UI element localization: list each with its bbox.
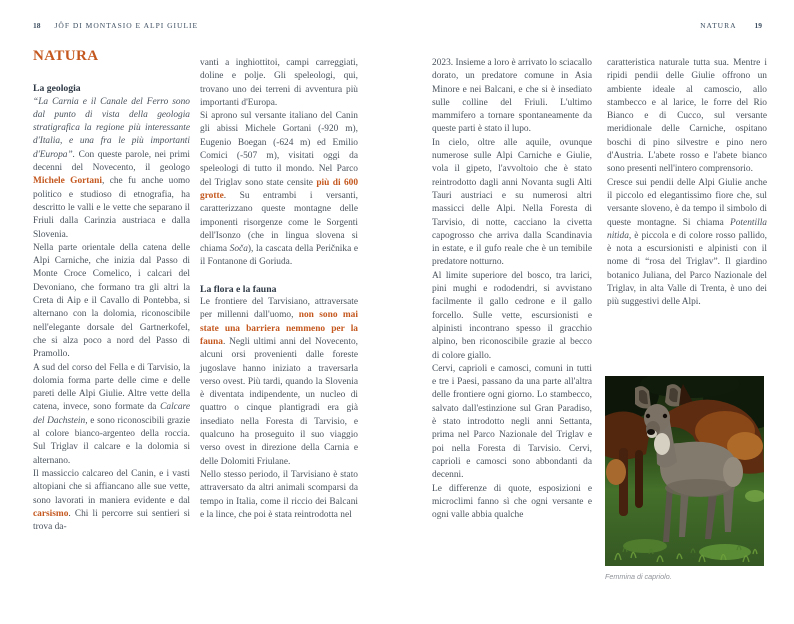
text-run: Michele Gortani xyxy=(33,176,102,187)
text-run: “La Carnia e il Canale del Ferro sono dal punto di vista della geologia stratigrafica la regione più interessante d'Italia, e una fra le più importanti d'Europa”. xyxy=(33,96,190,160)
roe-deer-image xyxy=(605,376,764,566)
text-run: non sono mai state una barriera nemmeno per la fauna xyxy=(200,310,358,347)
paragraph xyxy=(33,362,190,468)
text-run: Il massiccio calcareo del Canin, e i vasti altopiani che si affiancano alle sue vette, sono lavorati in maniera evidente e dal xyxy=(33,468,190,506)
paragraph xyxy=(33,96,190,242)
text-run: Potentilla nitida xyxy=(607,217,767,241)
running-header-right xyxy=(700,21,762,31)
text-run: Si aprono sul versante italiano del Canin gli abissi Michele Gortani (-920 m), Eugenio Boegan (-624 m) ed Emilio Comici (-507 m), visitati oggi da speleologi di tutto il mondo. Nel Parco del Triglav sono state censite xyxy=(200,111,358,188)
text-run: Nella parte orientale della catena delle Alpi Carniche, che inizia dal Passo di Monte Croce Comelico, i calcari del Devoniano, che formano tra gli altri la Creta di Aip e il Cavallo di Pontebba, si alternano con la dolomia, riconoscibile nell'elegante dorsale del Gartnerkofel, che si alza poco a nord del Passo di Pramollo. xyxy=(33,242,190,360)
column-4 xyxy=(607,57,767,310)
text-run: In cielo, oltre alle aquile, ovunque numerose sulle Alpi Carniche e Giulie, vola il gipeto, l'avvoltoio che è stato reintrodotto dagli anni Novanta sugli Alti Tauri austriaci e su numerosi altri massicci delle Alpi. Nella Foresta di Tarvisio, di notte, cacciano la civetta capogrosso che arriva dalla Scandinavia in estate, e il gufo reale che è un temibile predatore notturno. xyxy=(432,137,592,268)
running-title-right: NATURA xyxy=(700,21,737,30)
text-run: ), la cascata della Peričnika e il Fontanone di Goriuda. xyxy=(200,244,358,268)
text-run: Soča xyxy=(229,244,248,255)
text-run: Calcare del Dachstein xyxy=(33,402,190,426)
page-number-left: 18 xyxy=(33,21,41,30)
paragraph xyxy=(432,270,592,363)
paragraph xyxy=(432,483,592,523)
paragraph xyxy=(200,469,358,522)
text-run: , che fu anche uomo politico e studioso di etnografia, ha descritto le valli e le vette che separano il Friuli dalla Carinzia austriaca e dalla Slovenia. xyxy=(33,176,190,240)
column-1 xyxy=(33,50,190,534)
text-run: Le frontiere del Tarvisiano, attraversate per millenni dall'uomo, xyxy=(200,297,358,321)
text-run: A sud del corso del Fella e di Tarvisio, la dolomia forma parte delle cime e delle pareti delle Alpi Giulie. Altre vette della catena, invece, sono formate da xyxy=(33,362,190,413)
text-run: Cervi, caprioli e camosci, comuni in tutti e tre i Paesi, passano da una parte all'altra delle frontiere ogni giorno. Lo stambecco, salvato dall'estinzione sul Gran Paradiso, è stato introdotto negli anni Settanta, prima nel Parco Nazionale del Triglav e poi nella Foresta di Tarvisio. Cervi, caprioli e camosci sono abbondanti da decenni. xyxy=(432,363,592,481)
column-2 xyxy=(200,57,358,522)
paragraph xyxy=(432,137,592,270)
text-run: . Su entrambi i versanti, caratterizzano queste montagne delle imponenti risorgenze come le Sorgenti dell'Isonzo (che in lingua slovena si chiama xyxy=(200,190,358,255)
paragraph xyxy=(200,57,358,110)
text-run: , è piccola e di colore rosso pallido, è nota a escursionisti e alpinisti con il nome di “rosa del Triglav”. Il giardino botanico Juliana, del Parco Nazionale del Triglav, in alta Valle di Trenta, è uno dei più suggestivi delle Alpi. xyxy=(607,230,767,308)
paragraph xyxy=(200,110,358,270)
text-run: più di 600 grotte xyxy=(200,177,359,201)
text-run: Le differenze di quote, esposizioni e microclimi fanno sì che ogni versante e ogni valle abbia qualche xyxy=(432,483,592,521)
column-3 xyxy=(432,57,592,522)
paragraph xyxy=(33,468,190,534)
paragraph xyxy=(432,57,592,137)
running-header-left xyxy=(33,21,198,31)
paragraph xyxy=(200,296,358,469)
text-run: 2023. Insieme a loro è arrivato lo sciacallo dorato, un predatore comune in Asia Minore e nei Balcani, e che si è insediato sulle colline del Friuli. L'ultimo mammifero a tornare spontaneamente da queste parti è stato il lupo. xyxy=(432,58,592,135)
roe-deer-photo xyxy=(605,376,764,581)
text-run: carsismo xyxy=(33,508,69,519)
text-run: Cresce sui pendii delle Alpi Giulie anche il piccolo ed elegantissimo fiore che, sul versante sloveno, è da tempo il simbolo di queste montagne. Si chiama xyxy=(607,177,767,228)
text-run: Al limite superiore del bosco, tra larici, pini mughi e rododendri, si avvistano facilmente il gallo cedrone e il gallo forcello. Sulle vette, escursionisti e alpinisti incontrano spesso il gracchio alpino, ben riconoscibile grazie al becco di colore giallo. xyxy=(432,270,592,361)
subheading-geology: La geologia xyxy=(33,83,81,95)
subheading-flora-fauna: La flora e la fauna xyxy=(200,283,277,295)
section-title: NATURA xyxy=(33,48,99,64)
text-run: Con queste parole, nei primi decenni del Novecento, il geologo xyxy=(33,149,190,174)
text-run: . Chi li percorre sui sentieri si trova da- xyxy=(33,508,190,533)
paragraph xyxy=(607,57,767,177)
paragraph xyxy=(33,242,190,362)
text-run: caratteristica naturale tutta sua. Mentre i ripidi pendii delle Giulie offrono un ambiente ideale al camoscio, allo stambecco e al larice, le forre del Rio Bianco e di Cucco, sul versante meridionale delle Carniche, ospitano boschi di pino silvestre e pino nero d'Austria. L'abete rosso e l'abete bianco sono presenti nell'intero comprensorio. xyxy=(607,58,767,175)
paragraph xyxy=(432,363,592,483)
paragraph xyxy=(607,177,767,310)
text-run: Nello stesso periodo, il Tarvisiano è stato attraversato da altri animali scomparsi da tempo in Italia, come il riccio dei Balcani e la lince, che poi è stata reintrodotta nel xyxy=(200,469,358,520)
running-title-left: JÔF DI MONTASIO E ALPI GIULIE xyxy=(54,21,199,30)
text-run: vanti a inghiottitoi, campi carreggiati, doline e polje. Gli speleologi, qui, trovano uno dei terreni di avventura più importanti d'Europa. xyxy=(200,58,358,108)
text-run: . Negli ultimi anni del Novecento, alcuni orsi provenienti dalle foreste jugoslave hanno iniziato a traversarla verso ovest. Più tardi, quando la Slovenia è diventata indipendente, un nucleo di quattro o cinque plantigradi era già insediato nella Foresta di Tarvisio, e qualcuno ha proseguito il suo viaggio verso ovest in direzione della Carnia e delle Dolomiti Friulane. xyxy=(200,336,358,467)
page-number-right: 19 xyxy=(754,21,762,30)
photo-caption: Femmina di capriolo. xyxy=(605,572,672,581)
text-run: , e sono riconoscibili grazie al colore bianco-argenteo della roccia. Sul Triglav il calcare e la dolomia si alternano. xyxy=(33,415,191,466)
